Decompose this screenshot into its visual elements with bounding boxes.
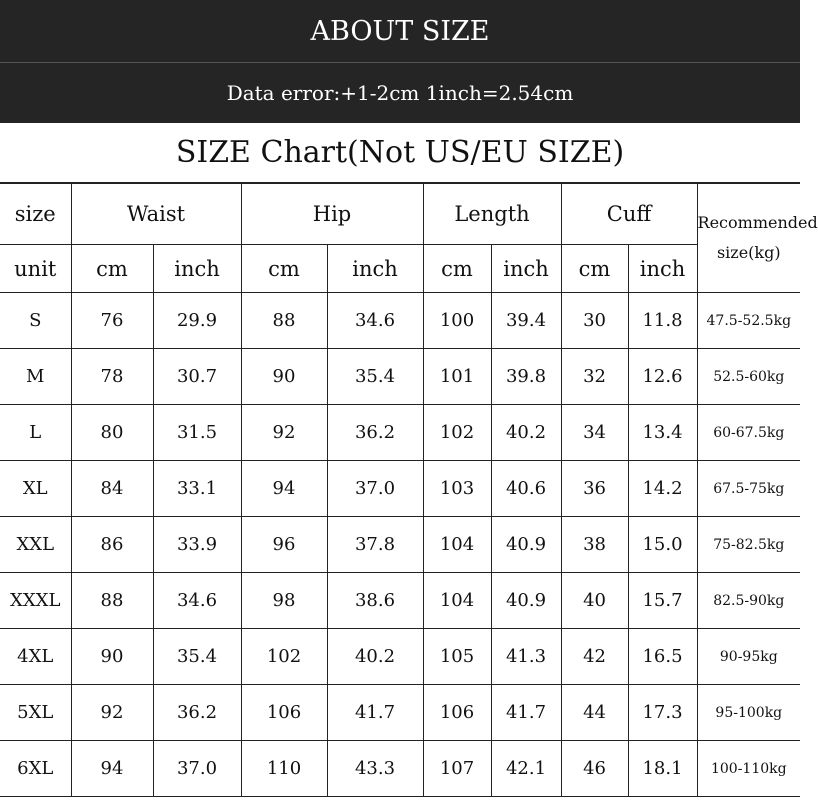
table-row: [0, 685, 800, 741]
waist-inch-cell: 36.2: [153, 685, 241, 741]
cuff-cm-cell: 38: [561, 517, 628, 573]
hip-cm-cell: 98: [241, 573, 327, 629]
cuff-cm-cell: 44: [561, 685, 628, 741]
waist-inch-cell: 29.9: [153, 293, 241, 349]
cuff-header: Cuff: [561, 184, 697, 245]
cuff-inch-cell: 18.1: [628, 741, 697, 797]
length-inch-cell: 40.6: [491, 461, 561, 517]
waist-cm-cell: 86: [71, 517, 153, 573]
cuff-inch-cell: 13.4: [628, 405, 697, 461]
size-table: [0, 183, 818, 797]
cuff-cm-cell: 42: [561, 629, 628, 685]
recommended-size-header: Recommended size(kg): [697, 184, 800, 293]
size-cell: S: [0, 293, 71, 349]
table-row: [0, 517, 800, 573]
recommended-size-cell: 95-100kg: [697, 685, 800, 741]
length-cm-cell: 103: [423, 461, 491, 517]
hip-cm-cell: 110: [241, 741, 327, 797]
cuff-inch-cell: 12.6: [628, 349, 697, 405]
length-inch-cell: 40.9: [491, 573, 561, 629]
waist-cm-cell: 92: [71, 685, 153, 741]
hip-header: Hip: [241, 184, 423, 245]
cuff-inch-header: inch: [628, 245, 697, 293]
hip-inch-cell: 40.2: [327, 629, 423, 685]
hip-inch-header: inch: [327, 245, 423, 293]
length-cm-header: cm: [423, 245, 491, 293]
cuff-inch-cell: 15.0: [628, 517, 697, 573]
cuff-cm-cell: 34: [561, 405, 628, 461]
recommended-size-cell: 47.5-52.5kg: [697, 293, 800, 349]
recommended-size-cell: 100-110kg: [697, 741, 800, 797]
hip-inch-cell: 36.2: [327, 405, 423, 461]
unit-header: unit: [0, 245, 71, 293]
waist-cm-header: cm: [71, 245, 153, 293]
waist-inch-cell: 33.1: [153, 461, 241, 517]
length-inch-cell: 39.8: [491, 349, 561, 405]
length-cm-cell: 101: [423, 349, 491, 405]
waist-header: Waist: [71, 184, 241, 245]
length-cm-cell: 100: [423, 293, 491, 349]
size-cell: M: [0, 349, 71, 405]
hip-cm-cell: 102: [241, 629, 327, 685]
length-inch-cell: 40.2: [491, 405, 561, 461]
measurement-note: Data error:+1-2cm 1inch=2.54cm: [0, 63, 800, 123]
hip-inch-cell: 37.8: [327, 517, 423, 573]
waist-cm-cell: 76: [71, 293, 153, 349]
waist-cm-cell: 90: [71, 629, 153, 685]
length-inch-cell: 41.3: [491, 629, 561, 685]
recommended-size-cell: 90-95kg: [697, 629, 800, 685]
length-inch-cell: 39.4: [491, 293, 561, 349]
size-cell: 4XL: [0, 629, 71, 685]
cuff-cm-cell: 30: [561, 293, 628, 349]
recommended-size-cell: 75-82.5kg: [697, 517, 800, 573]
waist-cm-cell: 84: [71, 461, 153, 517]
header-row-units: [0, 245, 800, 293]
table-row: [0, 349, 800, 405]
hip-inch-cell: 37.0: [327, 461, 423, 517]
table-row: [0, 741, 800, 797]
size-cell: XXL: [0, 517, 71, 573]
table-row: [0, 293, 800, 349]
size-cell: XXXL: [0, 573, 71, 629]
table-row: [0, 629, 800, 685]
length-cm-cell: 106: [423, 685, 491, 741]
cuff-inch-cell: 14.2: [628, 461, 697, 517]
waist-cm-cell: 94: [71, 741, 153, 797]
waist-inch-cell: 34.6: [153, 573, 241, 629]
waist-inch-cell: 37.0: [153, 741, 241, 797]
hip-cm-cell: 94: [241, 461, 327, 517]
recommended-size-cell: 67.5-75kg: [697, 461, 800, 517]
length-inch-cell: 40.9: [491, 517, 561, 573]
waist-inch-cell: 31.5: [153, 405, 241, 461]
header-title: ABOUT SIZE: [0, 0, 800, 63]
waist-cm-cell: 80: [71, 405, 153, 461]
hip-inch-cell: 38.6: [327, 573, 423, 629]
waist-inch-cell: 30.7: [153, 349, 241, 405]
hip-inch-cell: 41.7: [327, 685, 423, 741]
size-table-body: [0, 293, 800, 797]
length-inch-cell: 41.7: [491, 685, 561, 741]
length-header: Length: [423, 184, 561, 245]
size-header: size: [0, 184, 71, 245]
recommended-size-cell: 52.5-60kg: [697, 349, 800, 405]
length-inch-header: inch: [491, 245, 561, 293]
size-cell: L: [0, 405, 71, 461]
hip-cm-header: cm: [241, 245, 327, 293]
length-cm-cell: 104: [423, 517, 491, 573]
cuff-cm-header: cm: [561, 245, 628, 293]
hip-cm-cell: 106: [241, 685, 327, 741]
cuff-inch-cell: 11.8: [628, 293, 697, 349]
cuff-cm-cell: 32: [561, 349, 628, 405]
size-cell: 5XL: [0, 685, 71, 741]
waist-inch-header: inch: [153, 245, 241, 293]
cuff-inch-cell: 17.3: [628, 685, 697, 741]
hip-inch-cell: 34.6: [327, 293, 423, 349]
table-row: [0, 461, 800, 517]
chart-title: SIZE Chart(Not US/EU SIZE): [0, 123, 800, 183]
cuff-cm-cell: 46: [561, 741, 628, 797]
size-cell: 6XL: [0, 741, 71, 797]
hip-cm-cell: 92: [241, 405, 327, 461]
hip-cm-cell: 90: [241, 349, 327, 405]
header-row-groups: [0, 184, 800, 245]
size-cell: XL: [0, 461, 71, 517]
cuff-cm-cell: 36: [561, 461, 628, 517]
hip-cm-cell: 88: [241, 293, 327, 349]
hip-inch-cell: 43.3: [327, 741, 423, 797]
waist-cm-cell: 88: [71, 573, 153, 629]
cuff-inch-cell: 15.7: [628, 573, 697, 629]
recommended-size-cell: 60-67.5kg: [697, 405, 800, 461]
length-cm-cell: 105: [423, 629, 491, 685]
length-cm-cell: 104: [423, 573, 491, 629]
length-cm-cell: 102: [423, 405, 491, 461]
cuff-inch-cell: 16.5: [628, 629, 697, 685]
hip-inch-cell: 35.4: [327, 349, 423, 405]
table-row: [0, 405, 800, 461]
cuff-cm-cell: 40: [561, 573, 628, 629]
waist-cm-cell: 78: [71, 349, 153, 405]
table-row: [0, 573, 800, 629]
length-inch-cell: 42.1: [491, 741, 561, 797]
waist-inch-cell: 35.4: [153, 629, 241, 685]
recommended-size-cell: 82.5-90kg: [697, 573, 800, 629]
hip-cm-cell: 96: [241, 517, 327, 573]
waist-inch-cell: 33.9: [153, 517, 241, 573]
length-cm-cell: 107: [423, 741, 491, 797]
